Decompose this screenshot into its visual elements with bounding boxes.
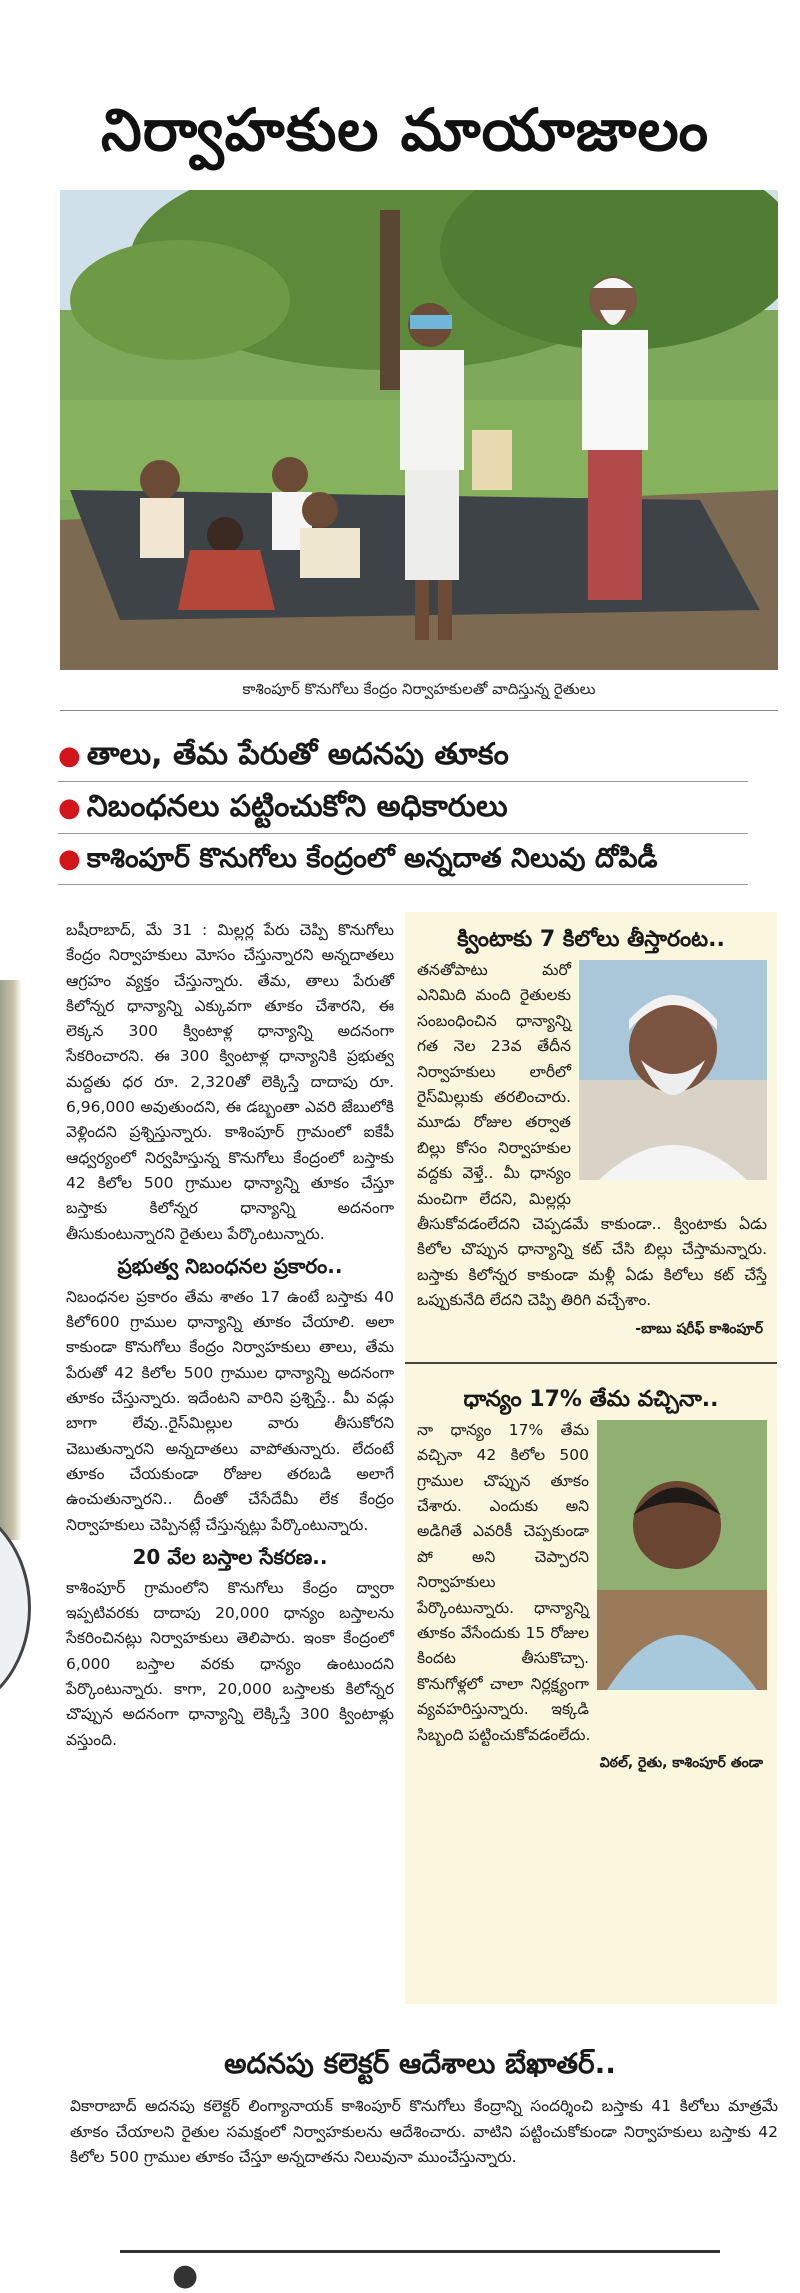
- adjacent-page-strip: [0, 980, 22, 1540]
- highlight-text: కాశింపూర్ కొనుగోలు కేంద్రంలో అన్నదాత నిలువు దోపిడీ: [86, 843, 658, 874]
- box1-body: [405, 958, 777, 1314]
- story-subhead: ప్రభుత్వ నిబంధనల ప్రకారం..: [117, 1253, 343, 1278]
- box1-title: క్వింటాకు 7 కిలోలు తీస్తారంట..: [457, 927, 725, 952]
- photo-caption: కాశింపూర్ కొనుగోలు కేంద్రం నిర్వాహకులతో వాదిస్తున్న రైతులు: [242, 680, 596, 698]
- story-paragraph: బషీరాబాద్, మే 31 : మిల్లర్ల పేరు చెప్పి కొనుగోలు కేంద్రం నిర్వాహకులు మోసం చేస్తున్నారని అన్నదాతలు ఆగ్రహం వ్యక్తం చేస్తున్నారు. తేమ, తాలు పేరుతో కిలోన్నర ధాన్యాన్ని ఎక్కువగా తూకం చేశారని, ఈ లెక్కన 300 క్వింటాళ్ల ధాన్యాన్ని అదనంగా సేకరించారని. ఈ 300 క్వింటాళ్ల ధాన్యానికి ప్రభుత్వ మద్దతు ధర రూ. 2,320తో లెక్కిస్తే దాదాపు రూ. 6,96,000 అవుతుందని, ఈ డబ్బంతా ఎవరి జేబులోకి వెళ్లిందని ప్రశ్నిస్తున్నారు. కాశింపూర్ గ్రామంలో ఐకేపీ ఆధ్వర్యంలో నిర్వహిస్తున్న కొనుగోలు కేంద్రంలో బస్తాకు 42 కిలోల 500 గ్రాముల ధాన్యాన్ని తూకం చేస్తూ బస్తాకు కిలోన్నర ధాన్యాన్ని అదనంగా తీసుకుంటున్నారని రైతులు పేర్కొంటున్నారు.: [66, 921, 394, 1243]
- farmer-portrait-1: [579, 960, 767, 1188]
- footer-divider: [120, 2250, 720, 2253]
- box1-attribution: -బాబు షరీఫ్ కాశింపూర్: [635, 1320, 763, 1337]
- highlight-item: [58, 730, 778, 781]
- caption-divider: [60, 710, 778, 711]
- bottom-section-text: వికారాబాద్ అదనపు కలెక్టర్ లింగ్యానాయక్ కాశింపూర్ కొనుగోలు కేంద్రాన్ని సందర్శించి బస్తాకు 41 కిలోలు మాత్రమే తూకం చేయాలని రైతుల సమక్షంలో నిర్వాహకులను ఆదేశించారు. వాటిని పట్టించుకోకుండా నిర్వాహకులు బస్తాకు 42 కిలోల 500 గ్రాముల తూకం చేస్తూ అన్నదాతను నిలువునా ముంచేస్తున్నారు.: [70, 2097, 778, 2166]
- box2-body: [405, 1418, 777, 1748]
- panel-divider: [405, 1362, 777, 1364]
- headline: నిర్వాహకుల మాయాజాలం: [101, 96, 709, 164]
- main-story: [66, 918, 394, 1753]
- bullet-dot-icon: ●: [58, 844, 81, 874]
- highlight-item: [58, 834, 778, 884]
- story-subhead: 20 వేల బస్తాల సేకరణ..: [132, 1544, 328, 1569]
- bullet-dot-icon: ●: [58, 741, 81, 771]
- footer-mark-icon: ●: [172, 2258, 199, 2293]
- story-paragraph: నిబంధనల ప్రకారం తేమ శాతం 17 ఉంటే బస్తాకు 40 కిలో600 గ్రాముల ధాన్యాన్ని తూకం చేయాలి. అలా కాకుండా కొనుగోలు కేంద్రం నిర్వాహకులు తాలు, తేమ పేరుతో 42 కిలోల 500 గ్రాముల ధాన్యాన్ని అదనంగా తూకం చేస్తున్నారు. ఇదేంటని వారిని ప్రశ్నిస్తే.. మీ వడ్లు బాగా లేవు..రైస్‌మిల్లుల వారు తీసుకోరని చెబుతున్నారని అన్నదాతలు వాపోతున్నారు. లేదంటే తూకం చేయకుండా రోజుల తరబడి అలాగే ఉంచుతున్నారని.. దీంతో చేసేదేమీ లేక కేంద్రం నిర్వాహకులు చెప్పినట్లే చేస్తున్నట్లు పేర్కొంటున్నారు.: [66, 1287, 394, 1534]
- bottom-section-title: అదనపు కలెక్టర్ ఆదేశాలు బేఖాతర్..: [224, 2047, 616, 2080]
- box2-attribution: విఠల్, రైతు, కాశింపూర్ తండా: [599, 1754, 763, 1771]
- main-photo: [60, 190, 778, 670]
- story-paragraph: కాశింపూర్ గ్రామంలోని కొనుగోలు కేంద్రం ద్వారా ఇప్పటివరకు దాదాపు 20,000 ధాన్యం బస్తాలను సేకరించినట్లు నిర్వాహకులు తెలిపారు. ఇంకా కేంద్రంలో 6,000 బస్తాల వరకు ధాన్యం ఉంటుందని పేర్కొంటున్నారు. కాగా, 20,000 బస్తాలకు కిలోన్నర చొప్పున అదనంగా ధాన్యాన్ని లెక్కిస్తే 300 క్వింటాళ్లు వస్తుంది.: [66, 1578, 394, 1749]
- highlight-text: తాలు, తేమ పేరుతో అదనపు తూకం: [86, 737, 509, 772]
- highlight-item: [58, 782, 778, 833]
- box2-title: ధాన్యం 17% తేమ వచ్చినా..: [463, 1386, 719, 1412]
- sidebar-panel: [405, 912, 777, 2004]
- box2-text: నా ధాన్యం 17% తేమ వచ్చినా 42 కిలోల 500 గ్రాముల చొప్పున తూకం చేశారు. ఎందుకు అని అడిగితే ఎవరికీ చెప్పకుండా పో అని చెప్పారని నిర్వాహకులు పేర్కొంటున్నారు. ధాన్యాన్ని తూకం వేసేందుకు 15 రోజుల కిందట తీసుకొచ్చా. కొనుగోళ్లలో చాలా నిర్లక్ష్యంగా వ్యవహరిస్తున్నారు. ఇక్కడి సిబ్బంది పట్టించుకోవడంలేదు.: [417, 1420, 591, 1744]
- highlight-text: నిబంధనలు పట్టించుకోని అధికారులు: [86, 789, 508, 824]
- highlight-divider: [58, 884, 748, 885]
- box1-text: తనతోపాటు మరో ఎనిమిది మంది రైతులకు సంబంధించిన ధాన్యాన్ని గత నెల 23వ తేదీన నిర్వాహకులు లారీలో రైస్‌మిల్లుకు తరలించారు. మూడు రోజుల తర్వాత బిల్లు కోసం నిర్వాహకుల వద్దకు వెళ్తే.. మీ ధాన్యం మంచిగా లేదని, మిల్లర్లు తీసుకోవడంలేదని చెప్పడమే కాకుండా.. క్వింటాకు ఏడు కిలోల చొప్పున ధాన్యాన్ని కట్ చేసి బిల్లు చేస్తామన్నారు. బస్తాకు కిలోన్నర కాకుండా మళ్లీ ఏడు కిలోలు కట్ చేస్తే ఒప్పుకునేది లేదని చెప్పి తిరిగి వచ్చేశాం.: [417, 961, 767, 1310]
- farmer-portrait-2: [597, 1420, 767, 1698]
- bullet-dot-icon: ●: [58, 793, 81, 823]
- highlights-list: [58, 730, 778, 885]
